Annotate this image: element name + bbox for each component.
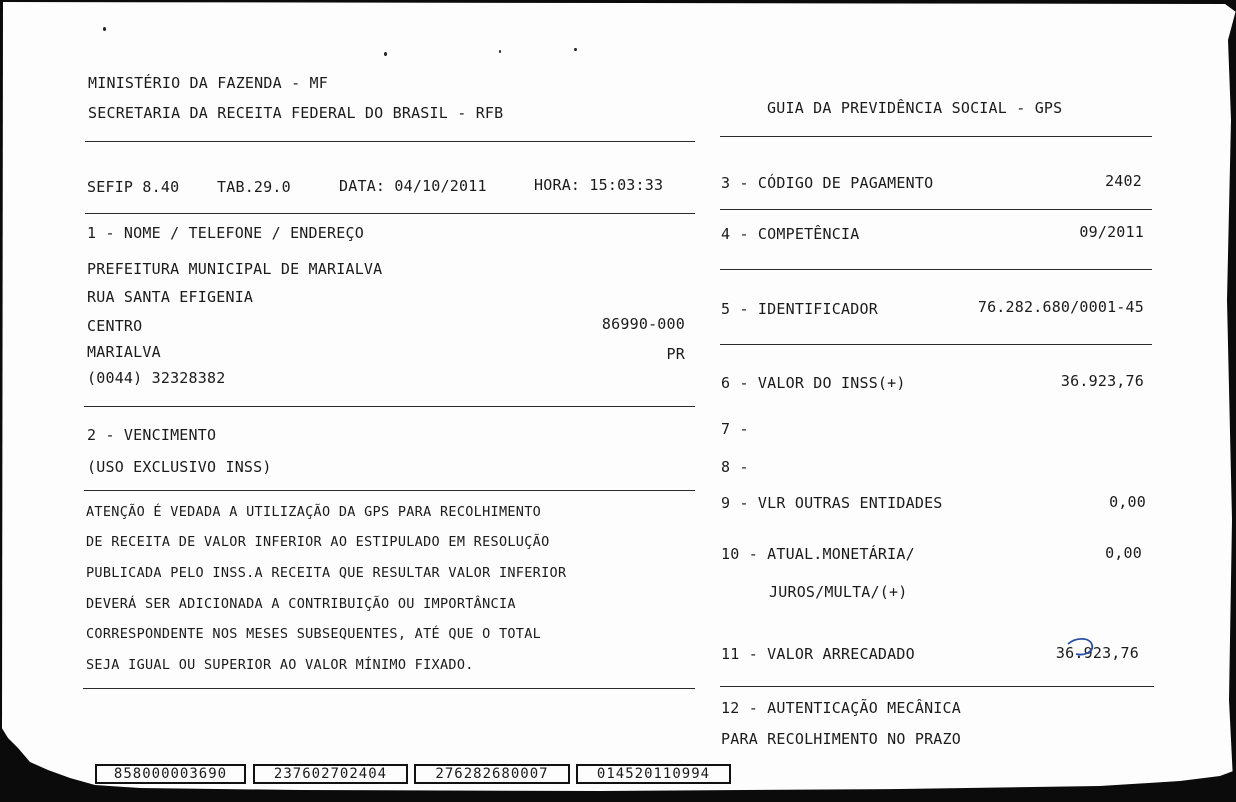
tab-version: TAB.29.0 <box>217 178 291 196</box>
field2-note: (USO EXCLUSIVO INSS) <box>87 458 272 476</box>
field2-label: 2 - VENCIMENTO <box>87 426 217 444</box>
monetary-update-value: 0,00 <box>1105 544 1142 562</box>
barcode-segment: 858000003690 <box>95 764 246 784</box>
taxpayer-name: PREFEITURA MUNICIPAL DE MARIALVA <box>87 260 383 278</box>
warning-line: ATENÇÃO É VEDADA A UTILIZAÇÃO DA GPS PARA RECOLHIMENTO <box>86 504 542 520</box>
field11-label: 11 - VALOR ARRECADADO <box>721 645 915 663</box>
field6-label: 6 - VALOR DO INSS(+) <box>721 374 906 392</box>
warning-line: CORRESPONDENTE NOS MESES SUBSEQUENTES, ATÉ QUE O TOTAL <box>86 626 542 642</box>
ministry-heading: MINISTÉRIO DA FAZENDA - MF <box>88 74 328 92</box>
field1-label: 1 - NOME / TELEFONE / ENDEREÇO <box>87 224 364 242</box>
field12-label: 12 - AUTENTICAÇÃO MECÂNICA <box>721 699 961 717</box>
competence: 09/2011 <box>1079 223 1144 241</box>
taxpayer-city: MARIALVA <box>87 343 161 361</box>
field12-label-cont: PARA RECOLHIMENTO NO PRAZO <box>721 730 961 748</box>
taxpayer-zip: 86990-000 <box>601 315 685 333</box>
secretariat-heading: SECRETARIA DA RECEITA FEDERAL DO BRASIL - RFB <box>88 104 504 122</box>
field10-label-cont: JUROS/MULTA/(+) <box>769 583 908 601</box>
field4-label: 4 - COMPETÊNCIA <box>721 225 860 243</box>
identifier: 76.282.680/0001-45 <box>977 298 1144 316</box>
taxpayer-street: RUA SANTA EFIGENIA <box>87 288 254 306</box>
inss-value: 36.923,76 <box>1060 372 1144 390</box>
barcode-segment: 237602702404 <box>253 764 408 784</box>
warning-line: SEJA IGUAL OU SUPERIOR AO VALOR MÍNIMO FIXADO. <box>86 657 474 673</box>
payment-code: 2402 <box>1105 172 1142 190</box>
taxpayer-district: CENTRO <box>87 317 143 335</box>
taxpayer-phone: (0044) 32328382 <box>87 369 226 387</box>
issue-date: DATA: 04/10/2011 <box>339 177 487 195</box>
form-title: GUIA DA PREVIDÊNCIA SOCIAL - GPS <box>767 99 1063 117</box>
field3-label: 3 - CÓDIGO DE PAGAMENTO <box>721 174 934 192</box>
other-entities-value: 0,00 <box>1109 493 1146 511</box>
field7-label: 7 - <box>721 420 749 438</box>
field9-label: 9 - VLR OUTRAS ENTIDADES <box>721 494 943 512</box>
barcode-segment: 276282680007 <box>414 764 570 784</box>
sefip-version: SEFIP 8.40 <box>87 178 180 196</box>
field8-label: 8 - <box>721 458 749 476</box>
warning-line: DEVERÁ SER ADICIONADA A CONTRIBUIÇÃO OU IMPORTÂNCIA <box>86 596 516 612</box>
issue-time: HORA: 15:03:33 <box>534 176 664 194</box>
field5-label: 5 - IDENTIFICADOR <box>721 300 878 318</box>
collected-value: 36.923,76 <box>1055 644 1139 662</box>
taxpayer-state: PR <box>666 345 685 363</box>
barcode-segment: 014520110994 <box>576 764 731 784</box>
field10-label: 10 - ATUAL.MONETÁRIA/ <box>721 545 915 563</box>
warning-line: DE RECEITA DE VALOR INFERIOR AO ESTIPULADO EM RESOLUÇÃO <box>86 534 550 550</box>
warning-line: PUBLICADA PELO INSS.A RECEITA QUE RESULTAR VALOR INFERIOR <box>86 565 567 581</box>
